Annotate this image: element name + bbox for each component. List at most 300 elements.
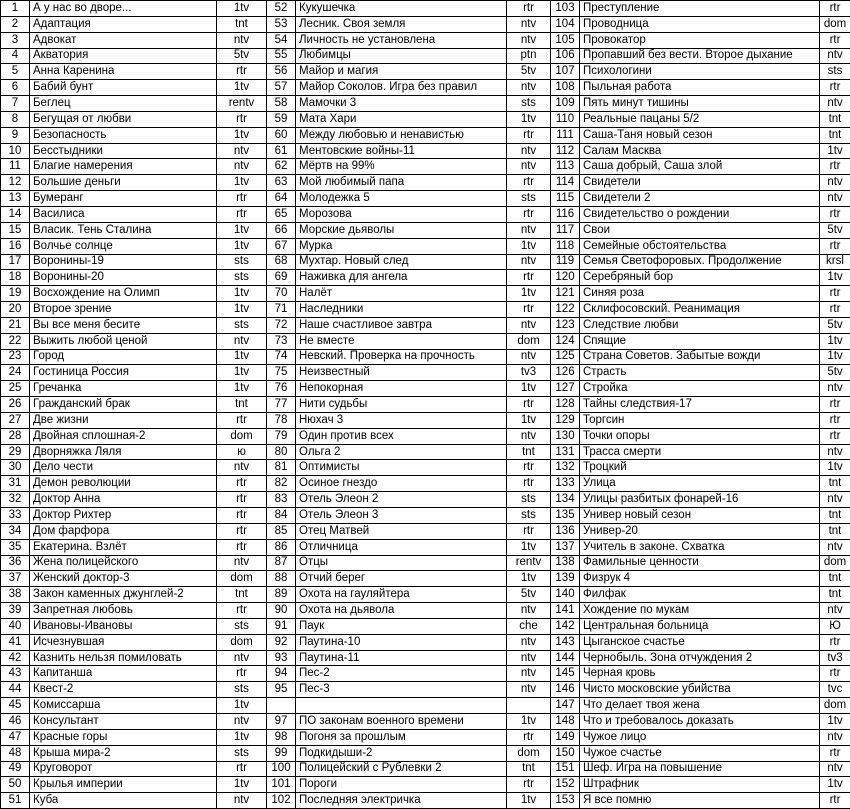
series-title: Улицы разбитых фонарей-16: [580, 492, 820, 508]
series-title: Паутина-11: [296, 650, 507, 666]
row-number: 123: [551, 317, 580, 333]
row-number: 49: [1, 761, 30, 777]
table-row: [1, 270, 850, 286]
series-title: Точки опоры: [580, 428, 820, 444]
series-title: Бумеранг: [30, 191, 217, 207]
row-number: 117: [551, 222, 580, 238]
table-row: [1, 793, 850, 809]
table-row: [1, 381, 850, 397]
series-title: Власик. Тень Сталина: [30, 222, 217, 238]
row-number: 56: [267, 64, 296, 80]
row-number: 35: [1, 539, 30, 555]
series-title: Хождение по мукам: [580, 603, 820, 619]
series-title: Отель Элеон 2: [296, 492, 507, 508]
series-title: Дом фарфора: [30, 523, 217, 539]
series-title: Город: [30, 349, 217, 365]
row-number: 68: [267, 254, 296, 270]
series-title: Наживка для ангела: [296, 270, 507, 286]
channel-code: ntv: [820, 761, 850, 777]
channel-code: 1tv: [217, 127, 267, 143]
channel-code: rtr: [507, 1, 551, 17]
channel-code: tnt: [820, 587, 850, 603]
series-title: Стройка: [580, 381, 820, 397]
series-title: Дело чести: [30, 460, 217, 476]
table-row: [1, 397, 850, 413]
channel-code: rtr: [507, 523, 551, 539]
row-number: 130: [551, 428, 580, 444]
table-row: [1, 476, 850, 492]
series-title: Отель Элеон 3: [296, 508, 507, 524]
row-number: 47: [1, 729, 30, 745]
row-number: 67: [267, 238, 296, 254]
row-number: 77: [267, 397, 296, 413]
row-number: 116: [551, 206, 580, 222]
row-number: 19: [1, 286, 30, 302]
row-number: 76: [267, 381, 296, 397]
channel-code: ю: [217, 444, 267, 460]
table-row: [1, 650, 850, 666]
channel-code: rtr: [507, 460, 551, 476]
channel-code: sts: [217, 317, 267, 333]
channel-code: rtr: [217, 603, 267, 619]
channel-code: Ю: [820, 618, 850, 634]
series-title: Чужое счастье: [580, 745, 820, 761]
series-title: Осиное гнездо: [296, 476, 507, 492]
series-title: Беглец: [30, 96, 217, 112]
channel-code: ntv: [507, 428, 551, 444]
channel-code: 1tv: [217, 222, 267, 238]
channel-code: rtr: [217, 761, 267, 777]
series-title: [296, 698, 507, 714]
row-number: 23: [1, 349, 30, 365]
series-title: Неизвестный: [296, 365, 507, 381]
row-number: 7: [1, 96, 30, 112]
series-title: Пыльная работа: [580, 80, 820, 96]
row-number: 52: [267, 1, 296, 17]
row-number: 122: [551, 302, 580, 318]
series-title: Налёт: [296, 286, 507, 302]
channel-code: 5tv: [217, 48, 267, 64]
series-title: Последняя электричка: [296, 793, 507, 809]
channel-code: rtr: [820, 32, 850, 48]
channel-code: rtr: [820, 206, 850, 222]
table-row: [1, 682, 850, 698]
row-number: 50: [1, 777, 30, 793]
series-title: Саша добрый, Саша злой: [580, 159, 820, 175]
table-row: [1, 777, 850, 793]
series-title: Невский. Проверка на прочность: [296, 349, 507, 365]
channel-code: rentv: [507, 555, 551, 571]
row-number: 103: [551, 1, 580, 17]
row-number: 135: [551, 508, 580, 524]
row-number: 147: [551, 698, 580, 714]
channel-code: rtr: [217, 539, 267, 555]
channel-code: 5tv: [507, 64, 551, 80]
channel-code: 1tv: [217, 729, 267, 745]
series-title: Я все помню: [580, 793, 820, 809]
row-number: 64: [267, 191, 296, 207]
channel-code: ntv: [507, 634, 551, 650]
row-number: 15: [1, 222, 30, 238]
row-number: 131: [551, 444, 580, 460]
series-title: Серебряный бор: [580, 270, 820, 286]
row-number: 61: [267, 143, 296, 159]
row-number: 21: [1, 317, 30, 333]
table-row: [1, 713, 850, 729]
row-number: 59: [267, 111, 296, 127]
row-number: 71: [267, 302, 296, 318]
row-number: 75: [267, 365, 296, 381]
series-title: Что и требовалось доказать: [580, 713, 820, 729]
table-row: [1, 634, 850, 650]
channel-code: 1tv: [820, 333, 850, 349]
row-number: 94: [267, 666, 296, 682]
series-title: Наследники: [296, 302, 507, 318]
row-number: 142: [551, 618, 580, 634]
series-title: Круговорот: [30, 761, 217, 777]
channel-code: 1tv: [217, 1, 267, 17]
channel-code: 1tv: [820, 777, 850, 793]
series-title: Склифосовский. Реанимация: [580, 302, 820, 318]
row-number: 2: [1, 16, 30, 32]
row-number: 102: [267, 793, 296, 809]
row-number: 34: [1, 523, 30, 539]
channel-code: krsl: [820, 254, 850, 270]
channel-code: dom: [820, 698, 850, 714]
series-title: Пес-3: [296, 682, 507, 698]
table-row: [1, 238, 850, 254]
series-title: Психологини: [580, 64, 820, 80]
series-title: Семейные обстоятельства: [580, 238, 820, 254]
channel-code: 1tv: [507, 286, 551, 302]
series-title: Преступление: [580, 1, 820, 17]
row-number: 86: [267, 539, 296, 555]
channel-code: ntv: [820, 603, 850, 619]
channel-code: 1tv: [820, 349, 850, 365]
channel-code: sts: [507, 492, 551, 508]
channel-code: rtr: [820, 286, 850, 302]
series-title: Свидетельство о рождении: [580, 206, 820, 222]
channel-code: tnt: [820, 508, 850, 524]
table-row: [1, 16, 850, 32]
channel-code: tnt: [507, 761, 551, 777]
channel-code: 1tv: [507, 539, 551, 555]
table-row: [1, 571, 850, 587]
series-title: Оптимисты: [296, 460, 507, 476]
channel-code: 1tv: [217, 175, 267, 191]
channel-code: rtr: [507, 127, 551, 143]
row-number: 110: [551, 111, 580, 127]
series-title: Отцы: [296, 555, 507, 571]
row-number: 127: [551, 381, 580, 397]
row-number: 114: [551, 175, 580, 191]
series-title: Анна Каренина: [30, 64, 217, 80]
channel-code: ntv: [507, 666, 551, 682]
row-number: 45: [1, 698, 30, 714]
channel-code: ntv: [507, 603, 551, 619]
table-row: [1, 587, 850, 603]
row-number: 25: [1, 381, 30, 397]
series-title: Что делает твоя жена: [580, 698, 820, 714]
table-row: [1, 365, 850, 381]
row-number: 81: [267, 460, 296, 476]
series-title: Бегущая от любви: [30, 111, 217, 127]
row-number: 124: [551, 333, 580, 349]
series-title: Универ новый сезон: [580, 508, 820, 524]
row-number: 36: [1, 555, 30, 571]
channel-code: ntv: [820, 492, 850, 508]
row-number: 1: [1, 1, 30, 17]
table-row: [1, 1, 850, 17]
channel-code: ntv: [507, 159, 551, 175]
channel-code: rentv: [217, 96, 267, 112]
row-number: 136: [551, 523, 580, 539]
row-number: 30: [1, 460, 30, 476]
series-title: Торгсин: [580, 412, 820, 428]
row-number: 31: [1, 476, 30, 492]
series-title: Центральная больница: [580, 618, 820, 634]
series-title: Спящие: [580, 333, 820, 349]
table-row: [1, 761, 850, 777]
series-title: Майор и магия: [296, 64, 507, 80]
channel-code: dom: [217, 428, 267, 444]
channel-code: ntv: [820, 539, 850, 555]
series-title: Морозова: [296, 206, 507, 222]
row-number: 153: [551, 793, 580, 809]
channel-code: ntv: [820, 96, 850, 112]
series-title: Отец Матвей: [296, 523, 507, 539]
channel-code: 1tv: [217, 80, 267, 96]
row-number: 82: [267, 476, 296, 492]
channel-code: ntv: [217, 650, 267, 666]
series-title: Нити судьбы: [296, 397, 507, 413]
series-title: Фамильные ценности: [580, 555, 820, 571]
table-row: [1, 302, 850, 318]
row-number: 120: [551, 270, 580, 286]
row-number: 9: [1, 127, 30, 143]
channel-code: rtr: [217, 476, 267, 492]
row-number: 17: [1, 254, 30, 270]
series-title: Красные горы: [30, 729, 217, 745]
series-title: Кукушечка: [296, 1, 507, 17]
series-title: Один против всех: [296, 428, 507, 444]
row-number: 91: [267, 618, 296, 634]
series-title: Доктор Рихтер: [30, 508, 217, 524]
row-number: 60: [267, 127, 296, 143]
channel-code: rtr: [217, 412, 267, 428]
channel-code: tnt: [217, 587, 267, 603]
series-title: Тайны следствия-17: [580, 397, 820, 413]
row-number: 32: [1, 492, 30, 508]
channel-code: dom: [507, 745, 551, 761]
series-title: Бесстыдники: [30, 143, 217, 159]
channel-code: tnt: [820, 571, 850, 587]
row-number: 151: [551, 761, 580, 777]
series-title: Бабий бунт: [30, 80, 217, 96]
series-title: Салам Масква: [580, 143, 820, 159]
row-number: 105: [551, 32, 580, 48]
series-title: Молодежка 5: [296, 191, 507, 207]
row-number: 152: [551, 777, 580, 793]
row-number: 39: [1, 603, 30, 619]
channel-code: rtr: [217, 191, 267, 207]
table-row: [1, 412, 850, 428]
row-number: 80: [267, 444, 296, 460]
channel-code: 5tv: [820, 317, 850, 333]
channel-code: ntv: [217, 333, 267, 349]
row-number: 126: [551, 365, 580, 381]
series-title: Свидетели: [580, 175, 820, 191]
series-title: Проводница: [580, 16, 820, 32]
row-number: 90: [267, 603, 296, 619]
series-title: Саша-Таня новый сезон: [580, 127, 820, 143]
table-row: [1, 618, 850, 634]
series-title: Троцкий: [580, 460, 820, 476]
series-title: Синяя роза: [580, 286, 820, 302]
row-number: 24: [1, 365, 30, 381]
series-title: Воронины-19: [30, 254, 217, 270]
table-row: [1, 698, 850, 714]
series-title: Паук: [296, 618, 507, 634]
channel-code: ntv: [507, 80, 551, 96]
row-number: 144: [551, 650, 580, 666]
channel-code: sts: [820, 64, 850, 80]
row-number: 70: [267, 286, 296, 302]
table-row: [1, 32, 850, 48]
channel-code: ntv: [217, 713, 267, 729]
channel-code: ntv: [217, 32, 267, 48]
series-title: Наше счастливое завтра: [296, 317, 507, 333]
row-number: 48: [1, 745, 30, 761]
series-title: Выжить любой ценой: [30, 333, 217, 349]
table-row: [1, 460, 850, 476]
channel-code: ntv: [507, 682, 551, 698]
channel-code: tvc: [820, 682, 850, 698]
row-number: 28: [1, 428, 30, 444]
channel-code: ntv: [507, 254, 551, 270]
series-title: Ментовские войны-11: [296, 143, 507, 159]
channel-code: ntv: [820, 175, 850, 191]
table-row: [1, 254, 850, 270]
table-row: [1, 428, 850, 444]
channel-code: tv3: [820, 650, 850, 666]
row-number: 95: [267, 682, 296, 698]
series-title: Ольга 2: [296, 444, 507, 460]
series-title: А у нас во дворе...: [30, 1, 217, 17]
series-title: Погоня за прошлым: [296, 729, 507, 745]
series-title: Учитель в законе. Схватка: [580, 539, 820, 555]
row-number: 92: [267, 634, 296, 650]
channel-code: 1tv: [217, 302, 267, 318]
series-title: Казнить нельзя помиловать: [30, 650, 217, 666]
row-number: 44: [1, 682, 30, 698]
series-title: Охота на гауляйтера: [296, 587, 507, 603]
series-table-body: [1, 1, 850, 809]
channel-code: ntv: [507, 32, 551, 48]
series-title: Пороги: [296, 777, 507, 793]
channel-code: 1tv: [820, 713, 850, 729]
table-row: [1, 80, 850, 96]
channel-code: 1tv: [217, 349, 267, 365]
series-title: Капитанша: [30, 666, 217, 682]
channel-code: ntv: [820, 381, 850, 397]
series-title: Адаптация: [30, 16, 217, 32]
channel-code: 1tv: [820, 270, 850, 286]
row-number: 62: [267, 159, 296, 175]
row-number: 26: [1, 397, 30, 413]
channel-code: rtr: [217, 492, 267, 508]
channel-code: rtr: [820, 159, 850, 175]
channel-code: sts: [507, 191, 551, 207]
series-title: Гречанка: [30, 381, 217, 397]
series-title: Паутина-10: [296, 634, 507, 650]
row-number: 134: [551, 492, 580, 508]
series-title: Василиса: [30, 206, 217, 222]
row-number: 54: [267, 32, 296, 48]
channel-code: rtr: [507, 206, 551, 222]
row-number: 22: [1, 333, 30, 349]
series-title: Мамочки 3: [296, 96, 507, 112]
channel-code: dom: [217, 571, 267, 587]
series-title: Адвокат: [30, 32, 217, 48]
row-number: 98: [267, 729, 296, 745]
series-title: Пропавший без вести. Второе дыхание: [580, 48, 820, 64]
channel-code: ntv: [507, 650, 551, 666]
channel-code: tnt: [820, 111, 850, 127]
series-title: Физрук 4: [580, 571, 820, 587]
channel-code: ntv: [507, 16, 551, 32]
channel-code: rtr: [217, 206, 267, 222]
row-number: 99: [267, 745, 296, 761]
series-title: Крыша мира-2: [30, 745, 217, 761]
row-number: 46: [1, 713, 30, 729]
table-row: [1, 111, 850, 127]
channel-code: rtr: [820, 428, 850, 444]
row-number: 78: [267, 412, 296, 428]
channel-code: rtr: [217, 523, 267, 539]
channel-code: tnt: [217, 397, 267, 413]
table-row: [1, 48, 850, 64]
channel-code: 5tv: [507, 587, 551, 603]
channel-code: rtr: [820, 397, 850, 413]
channel-code: 1tv: [507, 571, 551, 587]
series-title: Мёртв на 99%: [296, 159, 507, 175]
row-number: 37: [1, 571, 30, 587]
channel-code: 1tv: [217, 365, 267, 381]
series-title: Екатерина. Взлёт: [30, 539, 217, 555]
row-number: 89: [267, 587, 296, 603]
row-number: 69: [267, 270, 296, 286]
table-row: [1, 666, 850, 682]
series-title: Полицейский с Рублевки 2: [296, 761, 507, 777]
channel-code: rtr: [507, 777, 551, 793]
row-number: 74: [267, 349, 296, 365]
row-number: 146: [551, 682, 580, 698]
series-title: Воронины-20: [30, 270, 217, 286]
series-title: Нюхач 3: [296, 412, 507, 428]
channel-code: rtr: [820, 745, 850, 761]
series-title: Комиссарша: [30, 698, 217, 714]
channel-code: dom: [217, 634, 267, 650]
series-title: Второе зрение: [30, 302, 217, 318]
channel-code: 5tv: [820, 222, 850, 238]
row-number: 4: [1, 48, 30, 64]
series-title: Доктор Анна: [30, 492, 217, 508]
row-number: 40: [1, 618, 30, 634]
series-title: Демон революции: [30, 476, 217, 492]
channel-code: tnt: [217, 16, 267, 32]
row-number: 27: [1, 412, 30, 428]
